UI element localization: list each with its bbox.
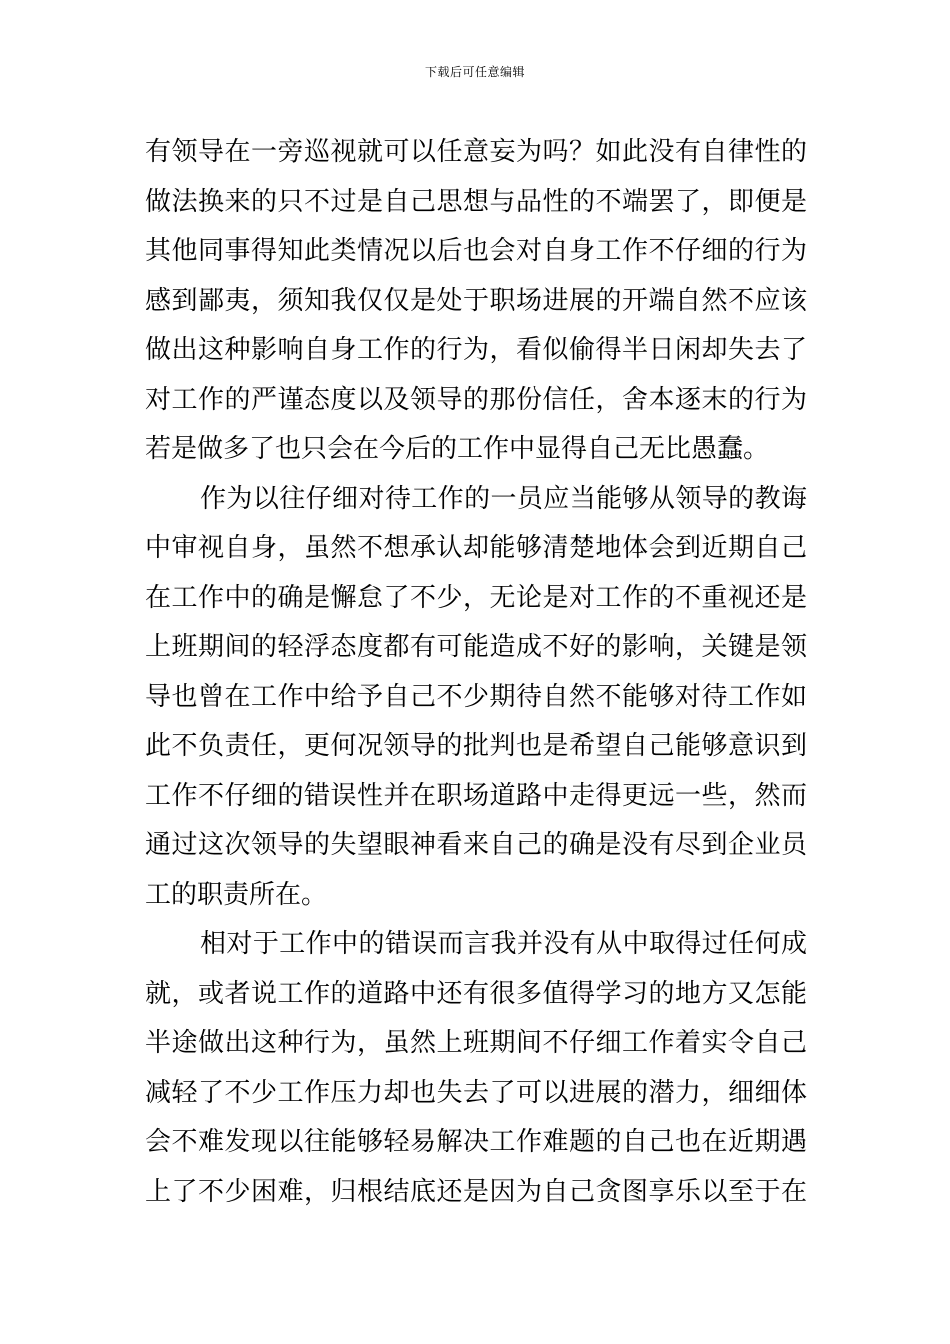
document-body (145, 128, 807, 1217)
text-line: 工作不仔细的错误性并在职场道路中走得更远一些，然而 (145, 780, 807, 811)
paragraph-1 (145, 128, 807, 475)
text-line: 通过这次领导的失望眼神看来自己的确是没有尽到企业员 (145, 830, 807, 860)
text-line: 相对于工作中的错误而言我并没有从中取得过任何成 (200, 929, 807, 959)
text-line: 做法换来的只不过是自己思想与品性的不端罢了，即便是 (145, 186, 807, 217)
text-line: 导也曾在工作中给予自己不少期待自然不能够对待工作如 (145, 681, 807, 712)
text-line: 就，或者说工作的道路中还有很多值得学习的地方又怎能 (145, 978, 807, 1009)
text-line: 感到鄙夷，须知我仅仅是处于职场进展的开端自然不应该 (145, 285, 807, 316)
text-line: 上了不少困难，归根结底还是因为自己贪图享乐以至于在 (145, 1176, 807, 1207)
text-line: 会不难发现以往能够轻易解决工作难题的自己也在近期遇 (145, 1127, 807, 1157)
text-line: 在工作中的确是懈怠了不少，无论是对工作的不重视还是 (145, 582, 807, 613)
text-line: 其他同事得知此类情况以后也会对自身工作不仔细的行为 (145, 236, 807, 266)
text-line: 作为以往仔细对待工作的一员应当能够从领导的教诲 (200, 483, 807, 514)
text-line: 半途做出这种行为，虽然上班期间不仔细工作着实令自己 (145, 1028, 807, 1058)
text-line: 上班期间的轻浮态度都有可能造成不好的影响，关键是领 (145, 632, 807, 662)
text-line: 若是做多了也只会在今后的工作中显得自己无比愚蠢。 (145, 434, 770, 464)
text-line: 做出这种影响自身工作的行为，看似偷得半日闲却失去了 (145, 335, 807, 365)
text-line: 工的职责所在。 (145, 879, 328, 910)
paragraph-3 (145, 920, 807, 1217)
text-line: 有领导在一旁巡视就可以任意妄为吗？如此没有自律性的 (145, 137, 807, 167)
text-line: 减轻了不少工作压力却也失去了可以进展的潜力，细细体 (145, 1077, 807, 1108)
text-line: 中审视自身，虽然不想承认却能够清楚地体会到近期自己 (145, 533, 807, 563)
paragraph-2 (145, 475, 807, 921)
text-line: 对工作的严谨态度以及领导的那份信任，舍本逐末的行为 (145, 384, 807, 415)
text-line: 此不负责任，更何况领导的批判也是希望自己能够意识到 (145, 731, 807, 761)
page-header: 下载后可任意编辑 (424, 65, 525, 79)
